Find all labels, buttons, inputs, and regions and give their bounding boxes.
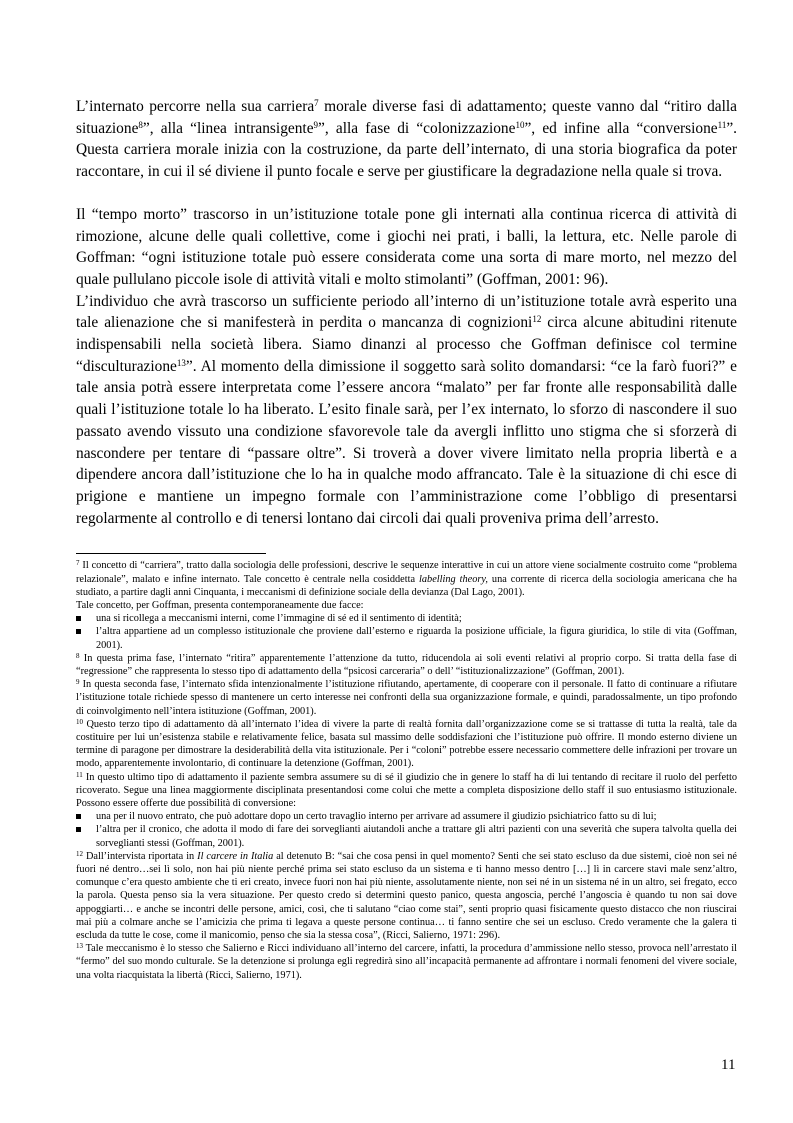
page-content (76, 96, 737, 982)
footnote-12 (76, 850, 737, 942)
footnote-10 (76, 718, 737, 771)
text-run: L’individuo che avrà trascorso un sufficiente periodo all’interno di un’istituzione totale avrà esperito una tale alienazione che si manifesterà in perdita o mancanza di cognizioni (76, 292, 737, 332)
text-run: ”, alla “linea intransigente (142, 119, 314, 137)
footnote-7-continuation: Tale concetto, per Goffman, presenta contemporaneamente due facce: (76, 599, 364, 611)
text-run: morale diverse fasi di adattamento; queste vanno dal “ritiro dalla situazione (76, 98, 737, 137)
footnote-ref-12[interactable]: 12 (532, 314, 542, 325)
page-number: 11 (721, 1057, 736, 1073)
italic-title: Il carcere in Italia (197, 850, 274, 862)
text-run: Il “tempo morto” trascorso in un’istituzione totale pone gli internati alla continua ricerca di attività di rimozione, alcune delle quali collettive, come i giochi nei prati, i balli, la lettura, etc. Nelle parole di Goffman (76, 205, 737, 267)
footnotes (76, 559, 737, 982)
footnote-ref-13[interactable]: 13 (176, 357, 186, 368)
footnote-13 (76, 942, 737, 982)
bullet-square-icon (76, 616, 81, 621)
text-run: circa alcune abitudini ritenute indispensabili nella società libera. Siamo dinanzi al processo che Goffman definisce col termine “disculturazione (76, 314, 737, 375)
bullet-square-icon (76, 827, 81, 832)
footnote-separator (76, 553, 266, 554)
footnote-8 (76, 652, 737, 678)
bullet-text: l’altra per il cronico, che adotta il modo di fare dei sorveglianti aiutandoli anche a trattare gli altri pazienti con una severità che supera talvolta quella dei sorveglianti stessi (Goffman, 2001). (96, 824, 737, 849)
text-run: In questa prima fase, l’internato “ritira” apparentemente l’attenzione da tutto, riducendola ai soli eventi relativi al proprio corpo. Si tratta della fase di “regressione” che rappresenta lo stesso tipo di adattamento della “psicosi carceraria” o dell’ “istituzionalizzazione” (Goffman, 2001). (76, 652, 737, 677)
footnote-number: 13 (76, 942, 83, 951)
footnote-11 (76, 771, 737, 811)
bullet-text: una per il nuovo entrato, che può adottare dopo un certo travaglio interno per arrivare ad assumere il giudizio psichiatrico fatto su di lui; (96, 811, 657, 823)
text-run: In questa seconda fase, l’internato sfida intenzionalmente l’istituzione rifiutando, apertamente, di cooperare con il personale. Il fatto di continuare a rifiutare l’istituzione totale richiede spesso di mantenere un certo interesse nei confronti della sua organizzazione formale, e quindi, paradossalmente, un tipo profondo di coinvolgimento nell’intera istituzione (Goffman, 2001). (76, 679, 737, 717)
footnote-11-bullet-2 (76, 823, 737, 849)
bullet-square-icon (76, 629, 81, 634)
text-run: In questo ultimo tipo di adattamento il paziente sembra assumere su di sé il giudizio che in genere lo staff ha di lui tentando di recitare il ruolo del perfetto ricoverato. Segue una linea maggiormente disciplinata presentandosi come colui che mette a completa disposizione dello staff il suo entusiasmo istituzionale. Possono essere offerte due possibilità di conversione: (76, 771, 737, 810)
footnote-7 (76, 559, 737, 599)
text-run: Dall’intervista riportata in (83, 850, 198, 862)
footnote-number: 9 (76, 678, 80, 687)
bullet-square-icon (76, 814, 81, 819)
text-run: ”. Questa carriera morale inizia con la costruzione, da parte dell’internato, di una storia biografica da poter raccontare, in cui il sé diviene il punto focale e serve per giustificare la degradazione nella quale si trova. (76, 119, 738, 181)
footnote-ref-7[interactable]: 7 (314, 98, 319, 108)
footnote-number: 12 (76, 849, 83, 858)
footnote-ref-9[interactable]: 9 (313, 119, 319, 130)
text-run: al detenuto B: “sai che cosa pensi in quel momento? Senti che sei stato escluso da due sistemi, cioè non sei né fuori né dentro…sei lì solo, non hai più niente perché prima sei stato escluso da un sistema e ti hanno messo dentro […] lì in carcere stavi male senz’altro, comunque c’era questo ambiente che ti eri creato, invece fuori non hai più niente, assolutamente niente, non sei né in un sistema né in un altro, sei fregato, ecco la parola. Questa penso sia la vera situazione. Per questo credo si determini questo panico, questa angoscia, perché l’angoscia è quando tu non sai dove appoggiarti… e anche se incontri delle persone, amici, così, che ti salutano “ciao come stai”, senti proprio quasi fisicamente questo distacco che non riuscirai mai più a colmare anche se l’amicizia che prima ti legava a queste persone continua… ti fanno sentire che sei un escluso. Credo veramente che la galera ti escluda da tutte le cose, come il manicomio, penso che sia la stessa cosa”, (Ricci, Salierno, 1971: 296). (76, 850, 737, 942)
text-run: L’internato percorre nella sua carriera (76, 98, 315, 115)
bullet-text: una si ricollega a meccanismi interni, come l’immagine di sé ed il sentimento di identità; (96, 613, 462, 625)
text-run: Questo terzo tipo di adattamento dà all’internato l’idea di vivere la parte di realtà fornita dall’organizzazione come se si trattasse di tutta la realtà, tale da costituire per lui un’esistenza stabile e relativamente felice, basata sul massimo delle soddisfazioni che l’istituzione può offrire. Il mondo esterno diviene un termine di paragone per dimostrare la desiderabilità della vita istituzionale. Per i “coloni” potrebbe essere necessario commettere delle infrazioni per trovare un modo, apparentemente involontario, di continuare la detenzione (Goffman, 2001). (76, 718, 737, 770)
footnote-number: 11 (76, 770, 83, 779)
text-run: Tale meccanismo è lo stesso che Salierno e Ricci individuano all’interno del carcere, infatti, la procedura d’ammissione nello stesso, provoca nell’arrestato il “fermo” del suo mondo culturale. Se la detenzione si prolunga egli regredirà sino all’incapacità permanente ad affrontare i normali fenomeni del vivere sociale, una volta riacquistata la libertà (Ricci, Salierno, 1971). (76, 943, 737, 981)
footnote-ref-8[interactable]: 8 (138, 119, 143, 130)
footnote-ref-10[interactable]: 10 (515, 119, 525, 130)
body-paragraph-1 (76, 96, 737, 183)
footnote-7-bullet-2 (76, 625, 737, 651)
text-run: ”. Al momento della dimissione il soggetto sarà solito domandarsi: “ce la farò fuori?” e tale ansia potrà essere interpretata come l’essere ancora “malato” per far fronte alle responsabilità dalle quali l’istituzione totale lo ha liberato. L’esito finale sarà, per l’ex internato, lo sforzo di nascondere il suo passato avendo vissuto una condizione sfavorevole tale da avergli inflitto uno stigma che si sforzerà di nascondere per tentare di “passare oltre”. Si troverà a dover vivere limitato nella propria libertà e a dipendere ancora dall’istituzione che lo ha in qualche modo affrancato. Tale è la situazione di chi esce di prigione e mantiene un impegno formale con l’amministrazione come l’obbligo di presentarsi regolarmente al controllo e di tenersi lontano dai circoli dai quali proveniva prima dell’arresto. (76, 357, 737, 527)
text-run: ”, alla fase di “colonizzazione (318, 119, 516, 137)
italic-term: labelling theory, (419, 573, 488, 585)
text-run: Il concetto di “carriera”, tratto dalla sociologia delle professioni, descrive le sequenze interattive in cui un attore viene socialmente costruito come “problema relazionale”, malato e infine internato. Tale concetto è centrale nella cosiddetta (76, 560, 737, 585)
footnote-7-bullet-1 (76, 612, 737, 625)
text-run: una corrente di ricerca della sociologia americana che ha studiato, a partire dagli anni Cinquanta, i meccanismi di definizione sociale della devianza (Dal Lago, 2001). (76, 573, 737, 598)
text-run: : “ogni istituzione totale può essere considerata come una sorta di mare morto, nel mezzo del quale pullulano piccole isole di attività vitali e molto stimolanti” (Goffman, 2001: 96). (76, 249, 737, 288)
body-paragraph-2 (76, 204, 737, 291)
footnote-number: 7 (76, 559, 80, 568)
footnote-number: 10 (76, 717, 83, 726)
footnote-11-bullet-1 (76, 810, 737, 823)
text-run: ”, ed infine alla “conversione (524, 119, 718, 137)
body-paragraph-3 (76, 291, 737, 530)
bullet-text: l’altra appartiene ad un complesso istituzionale che proviene dall’esterno e riguarda la posizione ufficiale, la figura giuridica, lo stile di vita (Goffman, 2001). (96, 626, 737, 651)
footnote-9 (76, 678, 737, 718)
footnote-number: 8 (76, 651, 80, 660)
footnote-ref-11[interactable]: 11 (717, 119, 727, 130)
paragraph-gap (76, 183, 737, 204)
